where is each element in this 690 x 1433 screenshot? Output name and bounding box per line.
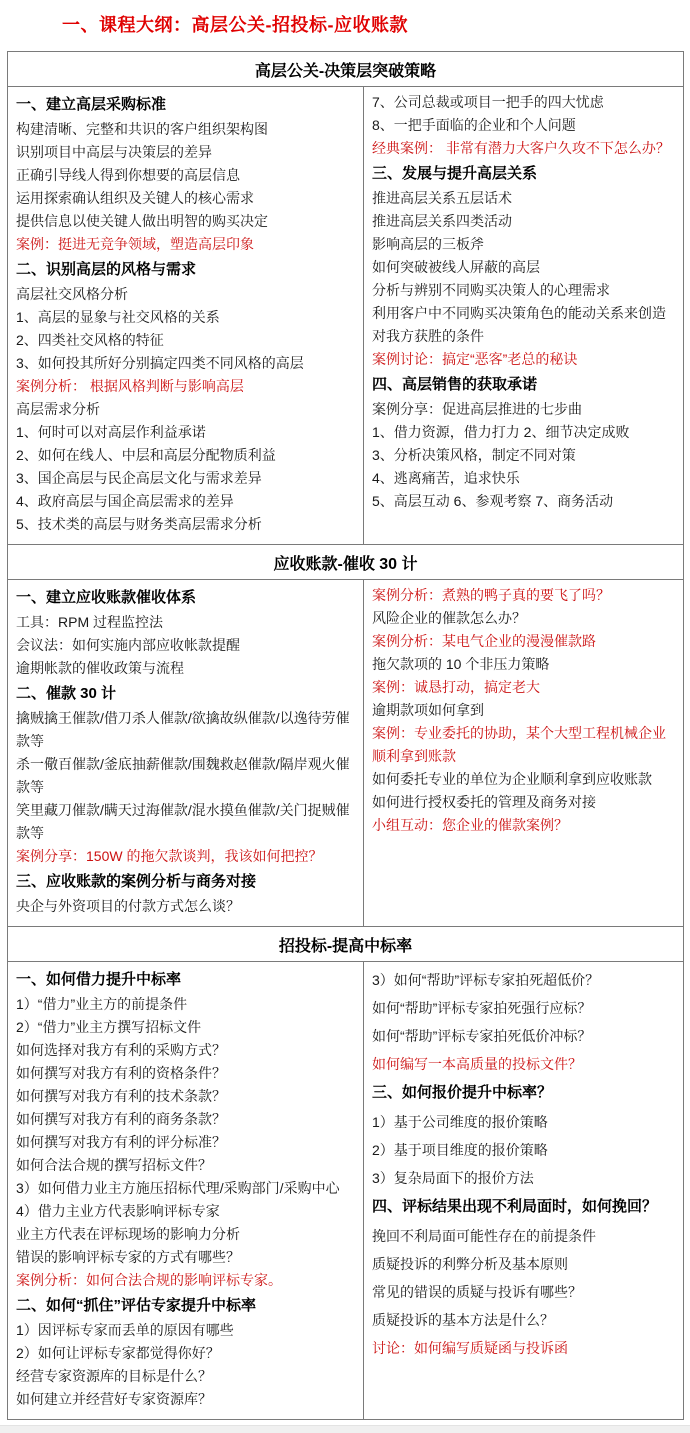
outline-line: 8、一把手面临的企业和个人问题 [372, 117, 576, 133]
outline-line: 如何撰写对我方有利的资格条件？ [16, 1065, 226, 1081]
outline-line: 4、逃离痛苦，追求快乐 [372, 470, 520, 486]
outline-line: 3、如何投其所好分别搞定四类不同风格的高层 [16, 355, 304, 371]
outline-line: 2）“借力”业主方撰写招标文件 [16, 1019, 202, 1035]
section-right-cell [364, 87, 683, 544]
outline-line: 工具：RPM 过程监控法 [16, 614, 163, 630]
outline-line: 质疑投诉的基本方法是什么？ [372, 1312, 554, 1328]
outline-line: 经典案例： 非常有潜力大客户久攻不下怎么办？ [372, 140, 670, 156]
outline-line: 业主方代表在评标现场的影响力分析 [16, 1226, 240, 1242]
section-bidding [8, 927, 683, 1419]
outline-line: 挽回不利局面可能性存在的前提条件 [372, 1228, 596, 1244]
outline-line: 3、国企高层与民企高层文化与需求差异 [16, 470, 262, 486]
outline-line: 7、公司总裁或项目一把手的四大忧虑 [372, 94, 604, 110]
outline-line: 案例分析： 根据风格判断与影响高层 [16, 378, 244, 394]
section-left-cell [8, 87, 364, 544]
section-header: 应收账款-催收 30 计 [8, 545, 683, 580]
outline-line: 分析与辨别不同购买决策人的心理需求 [372, 282, 610, 298]
outline-line: 高层需求分析 [16, 401, 100, 417]
outline-line: 提供信息以使关键人做出明智的购买决定 [16, 213, 268, 229]
outline-line: 2）如何让评标专家都觉得你好？ [16, 1345, 220, 1361]
outline-line: 三、发展与提升高层关系 [372, 165, 538, 182]
section-header: 高层公关-决策层突破策略 [8, 52, 683, 87]
section-executive-pr [8, 52, 683, 545]
outline-line: 1）“借力”业主方的前提条件 [16, 996, 188, 1012]
outline-line: 3、分析决策风格，制定不同对策 [372, 447, 576, 463]
outline-line: 常见的错误的质疑与投诉有哪些？ [372, 1284, 582, 1300]
outline-line: 如何撰写对我方有利的技术条款？ [16, 1088, 226, 1104]
outline-line: 逾期款项如何拿到 [372, 702, 484, 718]
section-left-cell [8, 580, 364, 926]
section-right-cell [364, 580, 683, 926]
outline-line: 案例分析：某电气企业的漫漫催款路 [372, 633, 596, 649]
outline-line: 构建清晰、完整和共识的客户组织架构图 [16, 121, 268, 137]
outline-line: 1）因评标专家而丢单的原因有哪些 [16, 1322, 234, 1338]
outline-line: 小组互动：您企业的催款案例？ [372, 817, 568, 833]
outline-line: 2）基于项目维度的报价策略 [372, 1142, 548, 1158]
outline-line: 如何突破被线人屏蔽的高层 [372, 259, 540, 275]
outline-line: 1、何时可以对高层作利益承诺 [16, 424, 206, 440]
section-header: 招投标-提高中标率 [8, 927, 683, 962]
page-bottom-strip [0, 1425, 690, 1433]
outline-line: 案例分析：如何合法合规的影响评标专家。 [16, 1272, 282, 1288]
outline-line: 5、高层互动 6、参观考察 7、商务活动 [372, 493, 614, 509]
outline-line: 如何合法合规的撰写招标文件？ [16, 1157, 212, 1173]
outline-line: 案例：专业委托的协助，某个大型工程机械企业顺利拿到账款 [372, 725, 666, 764]
outline-line: 如何选择对我方有利的采购方式？ [16, 1042, 226, 1058]
outline-line: 案例分享：150W 的拖欠款谈判，我该如何把控？ [16, 848, 323, 864]
outline-line: 拖欠款项的 10 个非压力策略 [372, 656, 550, 672]
outline-line: 2、四类社交风格的特征 [16, 332, 164, 348]
outline-line: 1、借力资源，借力打力 2、细节决定成败 [372, 424, 630, 440]
outline-line: 案例分析：煮熟的鸭子真的要飞了吗？ [372, 587, 610, 603]
outline-line: 案例讨论：搞定“恶客”老总的秘诀 [372, 351, 578, 367]
section-body [8, 87, 683, 545]
outline-line: 经营专家资源库的目标是什么？ [16, 1368, 212, 1384]
outline-line: 影响高层的三板斧 [372, 236, 484, 252]
section-right-cell [364, 962, 683, 1419]
section-left-cell [8, 962, 364, 1419]
section-body [8, 962, 683, 1419]
outline-line: 运用探索确认组织及关键人的核心需求 [16, 190, 254, 206]
outline-line: 央企与外资项目的付款方式怎么谈？ [16, 898, 240, 914]
outline-line: 1、高层的显象与社交风格的关系 [16, 309, 220, 325]
outline-line: 二、催款 30 计 [16, 685, 117, 702]
outline-line: 3）如何借力业主方施压招标代理/采购部门/采购中心 [16, 1180, 340, 1196]
outline-line: 推进高层关系五层话术 [372, 190, 512, 206]
outline-line: 讨论：如何编写质疑函与投诉函 [372, 1340, 568, 1356]
outline-line: 如何编写一本高质量的投标文件？ [372, 1056, 582, 1072]
outline-line: 推进高层关系四类活动 [372, 213, 512, 229]
outline-line: 案例：诚恳打动，搞定老大 [372, 679, 540, 695]
outline-line: 会议法：如何实施内部应收帐款提醒 [16, 637, 240, 653]
outline-line: 错误的影响评标专家的方式有哪些？ [16, 1249, 240, 1265]
outline-line: 如何建立并经营好专家资源库？ [16, 1391, 212, 1407]
outline-line: 如何委托专业的单位为企业顺利拿到应收账款 [372, 771, 652, 787]
outline-line: 如何进行授权委托的管理及商务对接 [372, 794, 596, 810]
outline-line: 3）复杂局面下的报价方法 [372, 1170, 534, 1186]
outline-line: 四、评标结果出现不利局面时，如何挽回？ [372, 1198, 658, 1215]
page-title: 一、课程大纲：高层公关-招投标-应收账款 [62, 15, 408, 35]
outline-line: 1）基于公司维度的报价策略 [372, 1114, 548, 1130]
outline-line: 利用客户中不同购买决策角色的能动关系来创造对我方获胜的条件 [372, 305, 666, 344]
outline-line: 高层社交风格分析 [16, 286, 128, 302]
outline-line: 一、如何借力提升中标率 [16, 971, 182, 988]
outline-line: 擒贼擒王催款/借刀杀人催款/欲擒故纵催款/以逸待劳催款等 [16, 710, 350, 749]
outline-line: 如何“帮助”评标专家拍死低价冲标？ [372, 1028, 592, 1044]
outline-line: 5、技术类的高层与财务类高层需求分析 [16, 516, 262, 532]
outline-line: 正确引导线人得到你想要的高层信息 [16, 167, 240, 183]
outline-line: 风险企业的催款怎么办？ [372, 610, 526, 626]
outline-line: 一、建立高层采购标准 [16, 96, 167, 113]
outline-line: 案例：挺进无竞争领域，塑造高层印象 [16, 236, 254, 252]
outline-line: 逾期帐款的催收政策与流程 [16, 660, 184, 676]
section-body [8, 580, 683, 927]
section-receivables [8, 545, 683, 927]
outline-line: 笑里藏刀催款/瞒天过海催款/混水摸鱼催款/关门捉贼催款等 [16, 802, 350, 841]
outline-line: 4、政府高层与国企高层需求的差异 [16, 493, 234, 509]
outline-line: 三、如何报价提升中标率？ [372, 1084, 553, 1101]
outline-line: 如何撰写对我方有利的商务条款？ [16, 1111, 226, 1127]
outline-line: 质疑投诉的利弊分析及基本原则 [372, 1256, 568, 1272]
outline-line: 二、识别高层的风格与需求 [16, 261, 197, 278]
outline-line: 三、应收账款的案例分析与商务对接 [16, 873, 257, 890]
outline-line: 4）借力主业方代表影响评标专家 [16, 1203, 220, 1219]
outline-line: 杀一儆百催款/釜底抽薪催款/围魏救赵催款/隔岸观火催款等 [16, 756, 350, 795]
outline-line: 一、建立应收账款催收体系 [16, 589, 197, 606]
outline-line: 案例分享：促进高层推进的七步曲 [372, 401, 582, 417]
outline-line: 2、如何在线人、中层和高层分配物质利益 [16, 447, 276, 463]
course-outline-table [7, 51, 684, 1420]
outline-line: 识别项目中高层与决策层的差异 [16, 144, 212, 160]
outline-line: 如何“帮助”评标专家拍死强行应标？ [372, 1000, 592, 1016]
outline-line: 二、如何“抓住”评估专家提升中标率 [16, 1297, 257, 1314]
outline-line: 四、高层销售的获取承诺 [372, 376, 538, 393]
outline-line: 如何撰写对我方有利的评分标准？ [16, 1134, 226, 1150]
outline-line: 3）如何“帮助”评标专家拍死超低价？ [372, 972, 600, 988]
